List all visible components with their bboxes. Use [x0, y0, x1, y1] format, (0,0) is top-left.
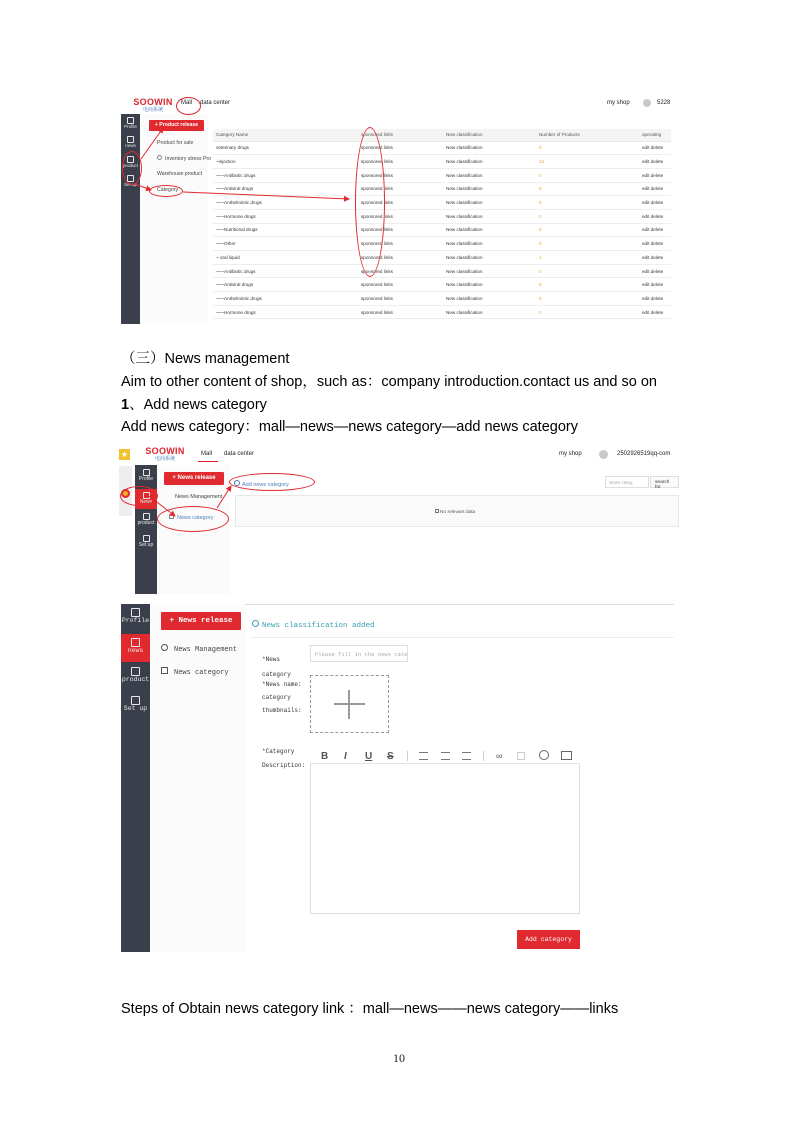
- label-line: *News: [262, 656, 281, 663]
- add-news-category-link[interactable]: Add news category: [234, 480, 289, 488]
- strikethrough-icon[interactable]: S: [387, 751, 394, 762]
- cell-new-classification[interactable]: New classification: [443, 209, 536, 223]
- cell-number-of-products: 0: [536, 264, 639, 278]
- plus-icon-vertical: [348, 690, 350, 719]
- align-right-icon[interactable]: [462, 752, 471, 760]
- annotation-arrows: [119, 444, 679, 594]
- link-icon[interactable]: ∞: [496, 751, 503, 761]
- user-id: 2502926519qq-com: [617, 451, 671, 457]
- news-release-button[interactable]: + News release: [164, 472, 224, 485]
- table-icon[interactable]: [517, 752, 525, 760]
- cell-number-of-products: 0: [536, 237, 639, 251]
- cell-sponsored-links[interactable]: sponsored links: [358, 196, 443, 210]
- cell-new-classification[interactable]: New classification: [443, 292, 536, 306]
- brand-sub: 电商系统: [142, 107, 163, 113]
- cell-sponsored-links[interactable]: sponsored links: [358, 141, 443, 155]
- cell-new-classification[interactable]: New classification: [443, 196, 536, 210]
- cell-category-name: ~~~Anthelmintic drugs: [213, 292, 358, 306]
- menu-news-category[interactable]: News category: [161, 667, 229, 677]
- col-sponsored-links: sponsored links: [358, 129, 443, 141]
- cell-number-of-products: 0: [536, 182, 639, 196]
- empty-state-text: No relevant data: [435, 509, 475, 515]
- product-icon: [131, 667, 140, 676]
- cell-sponsored-links[interactable]: sponsored links: [358, 168, 443, 182]
- menu-warehouse[interactable]: Warehouse product: [157, 171, 203, 177]
- menu-inventory[interactable]: Inventory stress Pro: [157, 155, 211, 162]
- cell-operating[interactable]: edit delete: [639, 305, 671, 319]
- sidebar-item-product[interactable]: product: [121, 667, 150, 689]
- submenu-panel: [150, 604, 245, 952]
- cell-number-of-products: 0: [536, 305, 639, 319]
- annotation-arrows: [121, 94, 674, 324]
- search-button[interactable]: search for: [650, 476, 679, 488]
- cell-category-name: ~~~Hormone drugs: [213, 209, 358, 223]
- menu-news-category[interactable]: News category: [169, 514, 213, 521]
- aim-text: Aim to other content of shop，such as：company introduction.contact us and so on: [121, 374, 657, 390]
- cell-new-classification[interactable]: New classification: [443, 141, 536, 155]
- steps-link-text: Steps of Obtain news category link ：mall—news——news category——links: [121, 1001, 619, 1017]
- cell-sponsored-links[interactable]: sponsored links: [358, 264, 443, 278]
- brand-name: SOOWIN: [133, 97, 173, 107]
- label-line: thumbnails:: [262, 707, 302, 714]
- cell-number-of-products: 0: [536, 168, 639, 182]
- menu-news-management[interactable]: News Management: [175, 494, 223, 500]
- label-line: *Category: [262, 748, 295, 755]
- cell-category-name: ~~~Anthelmintic drugs: [213, 196, 358, 210]
- sidebar-item-setup[interactable]: Set up: [121, 175, 140, 190]
- star-icon: ★: [120, 450, 129, 459]
- cell-number-of-products: 0: [536, 278, 639, 292]
- cell-operating[interactable]: edit delete: [639, 209, 671, 223]
- settings-icon: [131, 696, 140, 705]
- cell-number-of-products: 0: [536, 141, 639, 155]
- bold-icon[interactable]: B: [321, 751, 329, 762]
- sidebar-item-setup[interactable]: Set up: [135, 535, 157, 551]
- col-number-of-products: Number of Products: [536, 129, 639, 141]
- cell-category-name: ~~~Antibiotic drugs: [213, 168, 358, 182]
- news-category-input[interactable]: Please fill in the news cate: [310, 645, 408, 662]
- cell-operating[interactable]: edit delete: [639, 292, 671, 306]
- cell-sponsored-links[interactable]: sponsored links: [358, 209, 443, 223]
- cell-category-name: ~~~Hormone drugs: [213, 305, 358, 319]
- menu-category[interactable]: Category: [157, 187, 179, 193]
- my-shop-link[interactable]: my shop: [607, 100, 630, 106]
- cell-new-classification[interactable]: New classification: [443, 182, 536, 196]
- label-thumbnails: [262, 678, 302, 717]
- section-heading: （三）News management: [121, 351, 290, 367]
- cell-new-classification[interactable]: New classification: [443, 305, 536, 319]
- screenshot-category-list: [121, 94, 674, 324]
- cell-sponsored-links[interactable]: sponsored links: [358, 223, 443, 237]
- sidebar-item-profile[interactable]: Profile: [135, 469, 157, 485]
- cell-operating[interactable]: edit delete: [639, 141, 671, 155]
- cell-category-name: ~~~Antibiotic drugs: [213, 264, 358, 278]
- nav-mall[interactable]: Mall: [181, 100, 193, 106]
- cell-operating[interactable]: edit delete: [639, 278, 671, 292]
- cell-category-name: veterinary drugs: [213, 141, 358, 155]
- plus-circle-icon: [252, 620, 259, 627]
- sidebar-item-profile[interactable]: Profile: [121, 608, 150, 630]
- brand-sub: 电商系统: [154, 456, 175, 462]
- label-line: category: [262, 694, 291, 701]
- nav-mall[interactable]: Mall: [201, 451, 213, 457]
- sidebar-item-news[interactable]: News: [135, 489, 157, 509]
- sidebar-item-news[interactable]: news: [121, 136, 140, 151]
- rich-text-editor[interactable]: [310, 744, 580, 914]
- cell-operating[interactable]: edit delete: [639, 155, 671, 169]
- align-left-icon[interactable]: [419, 752, 428, 760]
- step-title: 、Add news category: [129, 397, 267, 413]
- step-number: 1: [121, 397, 130, 413]
- step-heading: [121, 393, 267, 414]
- label-line: *News name:: [262, 681, 302, 688]
- sidebar-item-news[interactable]: news: [121, 634, 150, 662]
- cell-category-name: ~ oral liquid: [213, 251, 358, 265]
- cell-category-name: ~injection: [213, 155, 358, 169]
- toolbar-divider: [483, 751, 484, 761]
- sidebar-item-product[interactable]: product: [121, 156, 140, 171]
- cell-new-classification[interactable]: New classification: [443, 237, 536, 251]
- col-operating: operating: [639, 129, 671, 141]
- sidebar-item-setup[interactable]: Set up: [121, 696, 150, 718]
- label-line: category: [262, 671, 291, 678]
- search-input[interactable]: News categ: [605, 476, 649, 488]
- cell-new-classification[interactable]: New classification: [443, 264, 536, 278]
- title-divider: [250, 637, 674, 638]
- cell-new-classification[interactable]: New classification: [443, 223, 536, 237]
- screenshot-news-category: [119, 444, 679, 594]
- cell-sponsored-links[interactable]: sponsored links: [358, 251, 443, 265]
- menu-product-for-sale[interactable]: Product for sale: [157, 140, 194, 146]
- cell-operating[interactable]: edit delete: [639, 196, 671, 210]
- toolbar-divider: [407, 751, 408, 761]
- my-shop-link[interactable]: my shop: [559, 451, 582, 457]
- label-description: [262, 745, 305, 773]
- cell-operating[interactable]: edit delete: [639, 264, 671, 278]
- cell-sponsored-links[interactable]: sponsored links: [358, 305, 443, 319]
- cell-number-of-products: 0: [536, 196, 639, 210]
- cell-operating[interactable]: edit delete: [639, 223, 671, 237]
- brand-name: SOOWIN: [145, 446, 185, 456]
- emoji-icon[interactable]: [539, 750, 549, 760]
- cell-sponsored-links[interactable]: sponsored links: [358, 278, 443, 292]
- cell-number-of-products: 0: [536, 223, 639, 237]
- cell-number-of-products: 0: [536, 292, 639, 306]
- underline-icon[interactable]: U: [365, 751, 373, 762]
- cell-operating[interactable]: edit delete: [639, 182, 671, 196]
- page-number: 10: [393, 1051, 405, 1065]
- cell-number-of-products: 1: [536, 251, 639, 265]
- cell-new-classification[interactable]: New classification: [443, 278, 536, 292]
- cell-sponsored-links[interactable]: sponsored links: [358, 155, 443, 169]
- play-circle-icon: [161, 644, 168, 651]
- form-title: News classification added: [252, 620, 375, 630]
- cell-number-of-products: 0: [536, 209, 639, 223]
- cell-sponsored-links[interactable]: sponsored links: [358, 237, 443, 251]
- menu-news-management[interactable]: News Management: [161, 644, 237, 654]
- sidebar-item-product[interactable]: product: [135, 513, 157, 529]
- cell-operating[interactable]: edit delete: [639, 168, 671, 182]
- product-release-button[interactable]: + Product release: [149, 120, 204, 131]
- align-center-icon[interactable]: [441, 752, 450, 760]
- sidebar: [121, 604, 150, 952]
- cell-new-classification[interactable]: New classification: [443, 155, 536, 169]
- cell-category-name: ~~~Other: [213, 237, 358, 251]
- label-line: Description:: [262, 762, 306, 769]
- cell-new-classification[interactable]: New classification: [443, 168, 536, 182]
- screenshot-add-news-category: [121, 604, 674, 952]
- italic-icon[interactable]: I: [344, 751, 347, 762]
- cell-number-of-products: 12: [536, 155, 639, 169]
- image-icon[interactable]: [561, 751, 572, 760]
- path-text: Add news category：mall—news—news category—add news category: [121, 419, 578, 435]
- cell-operating[interactable]: edit delete: [639, 237, 671, 251]
- cell-sponsored-links[interactable]: sponsored links: [358, 292, 443, 306]
- cell-category-name: ~~~Antiviral drugs: [213, 182, 358, 196]
- nav-data-center[interactable]: data center: [224, 451, 255, 457]
- col-new-classification: New classification: [443, 129, 536, 141]
- home-icon: [131, 608, 140, 617]
- sidebar-item-profile[interactable]: Profile: [121, 117, 140, 132]
- news-release-button[interactable]: + News release: [161, 612, 241, 630]
- news-icon: [131, 638, 140, 647]
- cell-category-name: ~~~Antiviral drugs: [213, 278, 358, 292]
- cell-sponsored-links[interactable]: sponsored links: [358, 182, 443, 196]
- col-category-name: Category Name: [213, 129, 358, 141]
- cell-category-name: ~~~Nutritional drugs: [213, 223, 358, 237]
- cell-operating[interactable]: edit delete: [639, 251, 671, 265]
- user-id: 5228: [657, 100, 671, 106]
- top-divider: [245, 604, 674, 605]
- doc-icon: [161, 667, 168, 674]
- nav-data-center[interactable]: data center: [200, 100, 231, 106]
- cell-new-classification[interactable]: New classification: [443, 251, 536, 265]
- submit-add-category-button[interactable]: Add category: [517, 930, 580, 949]
